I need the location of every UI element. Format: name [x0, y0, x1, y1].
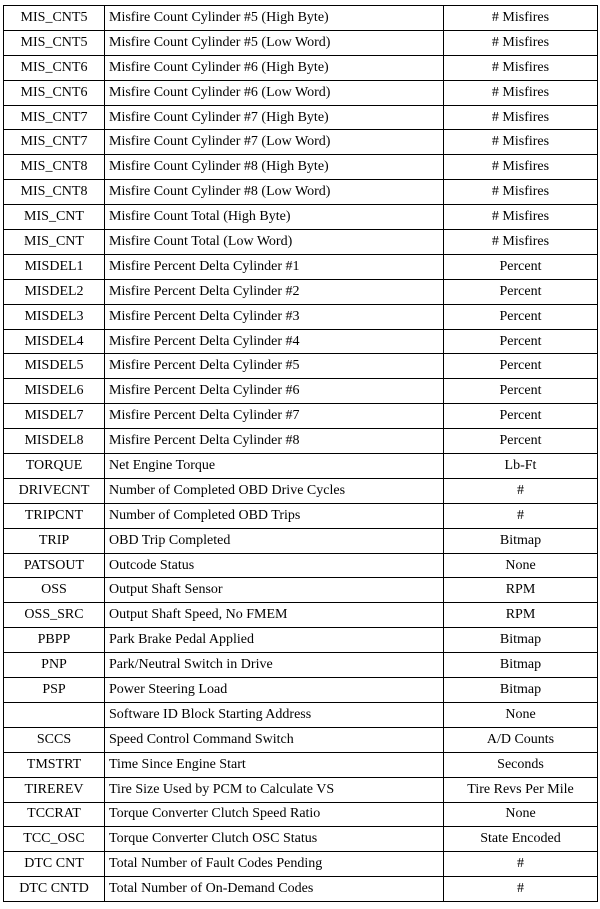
table-row — [4, 877, 598, 902]
pid-cell: SCCS — [4, 727, 105, 752]
table-row — [4, 528, 598, 553]
description-cell: Power Steering Load — [105, 678, 444, 703]
description-cell: Torque Converter Clutch Speed Ratio — [105, 802, 444, 827]
units-cell: # — [444, 478, 598, 503]
units-cell: # Misfires — [444, 155, 598, 180]
units-cell: # — [444, 877, 598, 902]
table-row — [4, 304, 598, 329]
units-cell: A/D Counts — [444, 727, 598, 752]
pid-cell: MISDEL5 — [4, 354, 105, 379]
description-cell: Park Brake Pedal Applied — [105, 628, 444, 653]
pid-cell: DTC CNT — [4, 852, 105, 877]
table-row — [4, 429, 598, 454]
description-cell: Misfire Percent Delta Cylinder #7 — [105, 404, 444, 429]
description-cell: Misfire Count Cylinder #6 (Low Word) — [105, 80, 444, 105]
table-row — [4, 329, 598, 354]
pid-cell: MISDEL7 — [4, 404, 105, 429]
table-row — [4, 254, 598, 279]
description-cell: Misfire Count Cylinder #5 (Low Word) — [105, 30, 444, 55]
table-row — [4, 404, 598, 429]
pid-cell: MIS_CNT6 — [4, 80, 105, 105]
units-cell: None — [444, 702, 598, 727]
pid-cell: TCC_OSC — [4, 827, 105, 852]
description-cell: Number of Completed OBD Drive Cycles — [105, 478, 444, 503]
description-cell: Misfire Count Cylinder #8 (High Byte) — [105, 155, 444, 180]
pid-cell: MIS_CNT — [4, 205, 105, 230]
description-cell: Total Number of Fault Codes Pending — [105, 852, 444, 877]
pid-table-body — [4, 6, 598, 902]
units-cell: # Misfires — [444, 105, 598, 130]
table-row — [4, 155, 598, 180]
pid-cell: MISDEL4 — [4, 329, 105, 354]
units-cell: RPM — [444, 578, 598, 603]
description-cell: Number of Completed OBD Trips — [105, 503, 444, 528]
units-cell: # Misfires — [444, 205, 598, 230]
units-cell: Bitmap — [444, 528, 598, 553]
table-row — [4, 653, 598, 678]
table-row — [4, 802, 598, 827]
description-cell: Misfire Count Cylinder #7 (High Byte) — [105, 105, 444, 130]
table-row — [4, 727, 598, 752]
units-cell: # Misfires — [444, 30, 598, 55]
description-cell: Misfire Percent Delta Cylinder #1 — [105, 254, 444, 279]
pid-cell: TRIPCNT — [4, 503, 105, 528]
pid-cell: PBPP — [4, 628, 105, 653]
units-cell: Percent — [444, 304, 598, 329]
table-row — [4, 6, 598, 31]
description-cell: Misfire Count Cylinder #7 (Low Word) — [105, 130, 444, 155]
description-cell: Misfire Count Total (High Byte) — [105, 205, 444, 230]
pid-cell — [4, 702, 105, 727]
table-row — [4, 678, 598, 703]
units-cell: Percent — [444, 254, 598, 279]
pid-cell: MISDEL2 — [4, 279, 105, 304]
units-cell: Percent — [444, 429, 598, 454]
description-cell: Misfire Percent Delta Cylinder #4 — [105, 329, 444, 354]
units-cell: Percent — [444, 379, 598, 404]
units-cell: # Misfires — [444, 130, 598, 155]
description-cell: Misfire Percent Delta Cylinder #5 — [105, 354, 444, 379]
table-row — [4, 30, 598, 55]
table-row — [4, 230, 598, 255]
table-row — [4, 454, 598, 479]
pid-cell: OSS_SRC — [4, 603, 105, 628]
description-cell: Net Engine Torque — [105, 454, 444, 479]
pid-cell: DTC CNTD — [4, 877, 105, 902]
pid-cell: PNP — [4, 653, 105, 678]
units-cell: # — [444, 852, 598, 877]
table-row — [4, 503, 598, 528]
units-cell: Bitmap — [444, 678, 598, 703]
pid-cell: TMSTRT — [4, 752, 105, 777]
table-row — [4, 205, 598, 230]
pid-cell: MIS_CNT7 — [4, 105, 105, 130]
table-row — [4, 702, 598, 727]
description-cell: Total Number of On-Demand Codes — [105, 877, 444, 902]
table-row — [4, 752, 598, 777]
description-cell: Torque Converter Clutch OSC Status — [105, 827, 444, 852]
description-cell: OBD Trip Completed — [105, 528, 444, 553]
units-cell: State Encoded — [444, 827, 598, 852]
units-cell: # Misfires — [444, 80, 598, 105]
pid-cell: MIS_CNT5 — [4, 6, 105, 31]
units-cell: # Misfires — [444, 55, 598, 80]
units-cell: None — [444, 553, 598, 578]
table-row — [4, 628, 598, 653]
pid-cell: PSP — [4, 678, 105, 703]
description-cell: Outcode Status — [105, 553, 444, 578]
pid-cell: TRIP — [4, 528, 105, 553]
units-cell: Tire Revs Per Mile — [444, 777, 598, 802]
pid-cell: OSS — [4, 578, 105, 603]
pid-cell: MIS_CNT7 — [4, 130, 105, 155]
table-row — [4, 279, 598, 304]
table-row — [4, 354, 598, 379]
units-cell: # Misfires — [444, 180, 598, 205]
description-cell: Park/Neutral Switch in Drive — [105, 653, 444, 678]
pid-cell: MISDEL6 — [4, 379, 105, 404]
units-cell: None — [444, 802, 598, 827]
pid-cell: MIS_CNT8 — [4, 155, 105, 180]
units-cell: Percent — [444, 354, 598, 379]
pid-cell: MIS_CNT — [4, 230, 105, 255]
pid-cell: MISDEL1 — [4, 254, 105, 279]
units-cell: Bitmap — [444, 653, 598, 678]
pid-cell: MIS_CNT5 — [4, 30, 105, 55]
pid-cell: DRIVECNT — [4, 478, 105, 503]
table-row — [4, 777, 598, 802]
table-row — [4, 827, 598, 852]
pid-cell: MIS_CNT6 — [4, 55, 105, 80]
table-row — [4, 379, 598, 404]
description-cell: Output Shaft Sensor — [105, 578, 444, 603]
units-cell: # Misfires — [444, 6, 598, 31]
pid-cell: TIREREV — [4, 777, 105, 802]
description-cell: Time Since Engine Start — [105, 752, 444, 777]
table-row — [4, 55, 598, 80]
pid-table — [3, 5, 598, 902]
description-cell: Misfire Count Total (Low Word) — [105, 230, 444, 255]
units-cell: Percent — [444, 279, 598, 304]
pid-cell: MISDEL8 — [4, 429, 105, 454]
units-cell: Bitmap — [444, 628, 598, 653]
description-cell: Misfire Count Cylinder #6 (High Byte) — [105, 55, 444, 80]
description-cell: Misfire Percent Delta Cylinder #8 — [105, 429, 444, 454]
pid-cell: PATSOUT — [4, 553, 105, 578]
table-row — [4, 603, 598, 628]
table-row — [4, 105, 598, 130]
pid-cell: TCCRAT — [4, 802, 105, 827]
units-cell: Lb-Ft — [444, 454, 598, 479]
units-cell: Percent — [444, 329, 598, 354]
table-row — [4, 478, 598, 503]
table-row — [4, 553, 598, 578]
units-cell: # Misfires — [444, 230, 598, 255]
units-cell: # — [444, 503, 598, 528]
table-row — [4, 180, 598, 205]
description-cell: Software ID Block Starting Address — [105, 702, 444, 727]
description-cell: Misfire Percent Delta Cylinder #2 — [105, 279, 444, 304]
units-cell: RPM — [444, 603, 598, 628]
description-cell: Tire Size Used by PCM to Calculate VS — [105, 777, 444, 802]
table-row — [4, 852, 598, 877]
description-cell: Speed Control Command Switch — [105, 727, 444, 752]
description-cell: Misfire Percent Delta Cylinder #3 — [105, 304, 444, 329]
pid-cell: MISDEL3 — [4, 304, 105, 329]
description-cell: Output Shaft Speed, No FMEM — [105, 603, 444, 628]
pid-cell: TORQUE — [4, 454, 105, 479]
pid-cell: MIS_CNT8 — [4, 180, 105, 205]
units-cell: Percent — [444, 404, 598, 429]
description-cell: Misfire Percent Delta Cylinder #6 — [105, 379, 444, 404]
table-row — [4, 130, 598, 155]
table-row — [4, 80, 598, 105]
units-cell: Seconds — [444, 752, 598, 777]
description-cell: Misfire Count Cylinder #5 (High Byte) — [105, 6, 444, 31]
description-cell: Misfire Count Cylinder #8 (Low Word) — [105, 180, 444, 205]
table-row — [4, 578, 598, 603]
